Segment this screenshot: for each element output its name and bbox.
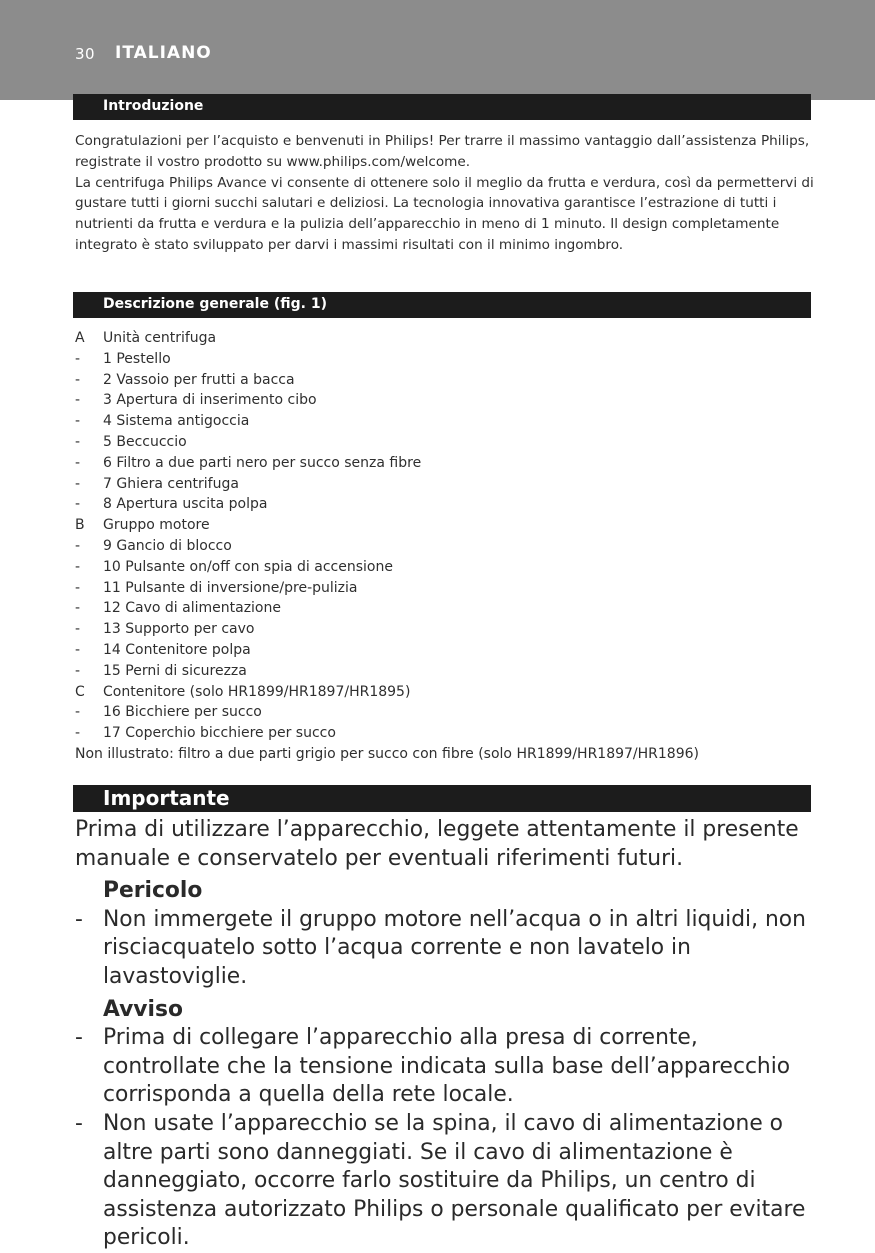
danger-item-text: Non immergete il gruppo motore nell’acqua o in altri liquidi, non risciacquatelo sotto l’acqua corrente e non lavatelo in lavastoviglie. <box>103 906 806 989</box>
list-item-text: 10 Pulsante on/off con spia di accensione <box>103 558 393 575</box>
list-item-text: 15 Perni di sicurezza <box>103 662 247 679</box>
list-marker: - <box>75 558 81 575</box>
list-marker: - <box>75 621 81 638</box>
warning-item <box>75 1024 820 1110</box>
warning-item <box>75 1110 820 1253</box>
intro-paragraph: Congratulazioni per l’acquisto e benvenuti in Philips! Per trarre il massimo vantaggio dall’assistenza Philips, registrate il vostro prodotto su www.philips.com/welcome. <box>75 133 810 170</box>
list-item-text: 12 Cavo di alimentazione <box>103 600 281 617</box>
warning-item-text: Non usate l’apparecchio se la spina, il cavo di alimentazione o altre parti sono danneggiati. Se il cavo di alimentazione è danneggiato, occorre farlo sostituire da Philips, un centro di assistenza autorizzato Philips o personale qualificato per evitare pericoli. <box>103 1110 806 1251</box>
list-marker: A <box>75 330 85 346</box>
list-marker: - <box>75 433 81 450</box>
page-header-band <box>0 0 875 100</box>
list-item-text: 5 Beccuccio <box>103 433 187 450</box>
warning-heading: Avviso <box>103 996 183 1022</box>
list-item-text: 3 Apertura di inserimento cibo <box>103 392 317 409</box>
list-marker: - <box>75 662 81 679</box>
list-item <box>75 390 815 411</box>
list-item-text: 16 Bicchiere per succo <box>103 704 262 721</box>
list-item-text: 14 Contenitore polpa <box>103 641 251 658</box>
list-item <box>75 453 815 474</box>
list-item <box>75 370 815 391</box>
list-marker: - <box>75 1110 83 1136</box>
list-marker: - <box>75 725 81 742</box>
list-item <box>75 723 815 744</box>
list-item <box>75 432 815 453</box>
list-item-text: 6 Filtro a due parti nero per succo senza fibre <box>103 454 422 471</box>
list-item-text: 13 Supporto per cavo <box>103 621 255 638</box>
list-marker: - <box>75 641 81 658</box>
list-item <box>75 494 815 515</box>
list-item <box>75 598 815 619</box>
introduction-text <box>75 131 815 256</box>
danger-item <box>75 906 820 992</box>
list-item-text: Unità centrifuga <box>103 330 217 346</box>
list-marker: - <box>75 600 81 617</box>
list-item <box>75 640 815 661</box>
important-content <box>75 816 820 1253</box>
list-marker: - <box>75 475 81 492</box>
list-marker: - <box>75 579 81 596</box>
list-marker: B <box>75 517 85 534</box>
list-marker: - <box>75 350 81 367</box>
list-item <box>75 411 815 432</box>
list-item <box>75 661 815 682</box>
section-bar-important <box>73 785 811 812</box>
list-item <box>75 682 815 703</box>
important-intro: Prima di utilizzare l’apparecchio, leggete attentamente il presente manuale e conservatelo per eventuali riferimenti futuri. <box>75 817 799 871</box>
warning-item-text: Prima di collegare l’apparecchio alla presa di corrente, controllate che la tensione indicata sulla base dell’apparecchio corrisponda a quella della rete locale. <box>103 1025 791 1108</box>
list-item-text: Contenitore (solo HR1899/HR1897/HR1895) <box>103 683 411 700</box>
list-marker: - <box>75 537 81 554</box>
intro-paragraph: La centrifuga Philips Avance vi consente di ottenere solo il meglio da frutta e verdura, così da permettervi di gustare tutti i giorni succhi salutari e deliziosi. La tecnologia innovativa garantisce l’estrazione di tutti i nutrienti da frutta e verdura e la pulizia dell’apparecchio in meno di 1 minuto. Il design completamente integrato è stato sviluppato per darvi i massimi risultati con il minimo ingombro. <box>75 174 814 253</box>
list-marker: - <box>75 392 81 409</box>
list-item <box>75 619 815 640</box>
list-marker: - <box>75 371 81 388</box>
list-marker: - <box>75 906 83 932</box>
parts-list <box>75 328 815 765</box>
page-number: 30 <box>75 45 96 63</box>
list-item-text: 11 Pulsante di inversione/pre-pulizia <box>103 579 358 596</box>
list-item-text: 4 Sistema antigoccia <box>103 413 250 430</box>
danger-heading: Pericolo <box>103 878 203 904</box>
list-item <box>75 702 815 723</box>
list-item <box>75 557 815 578</box>
list-item <box>75 474 815 495</box>
list-marker: - <box>75 704 81 721</box>
list-item-text: Gruppo motore <box>103 517 210 534</box>
list-item-text: 7 Ghiera centrifuga <box>103 475 239 492</box>
list-item-text: 2 Vassoio per frutti a bacca <box>103 371 295 388</box>
list-item <box>75 328 815 349</box>
list-marker: - <box>75 413 81 430</box>
list-marker: - <box>75 1025 83 1051</box>
not-illustrated-note: Non illustrato: filtro a due parti grigio per succo con fibre (solo HR1899/HR1897/HR1896) <box>75 745 699 762</box>
list-item-text: 9 Gancio di blocco <box>103 537 232 554</box>
section-title-general-description: Descrizione generale (fig. 1) <box>103 296 327 312</box>
section-title-important: Importante <box>103 786 230 810</box>
list-item <box>75 536 815 557</box>
section-title-introduction: Introduzione <box>103 98 204 114</box>
list-item-text: 1 Pestello <box>103 350 171 367</box>
list-marker: - <box>75 496 81 513</box>
list-item-text: 17 Coperchio bicchiere per succo <box>103 725 336 742</box>
list-marker: C <box>75 683 85 700</box>
section-bar-introduction <box>73 94 811 120</box>
list-item-text: 8 Apertura uscita polpa <box>103 496 268 513</box>
list-item <box>75 349 815 370</box>
list-item <box>75 578 815 599</box>
list-marker: - <box>75 454 81 471</box>
section-bar-general-description <box>73 292 811 318</box>
list-item <box>75 515 815 536</box>
language-title: ITALIANO <box>115 43 212 63</box>
